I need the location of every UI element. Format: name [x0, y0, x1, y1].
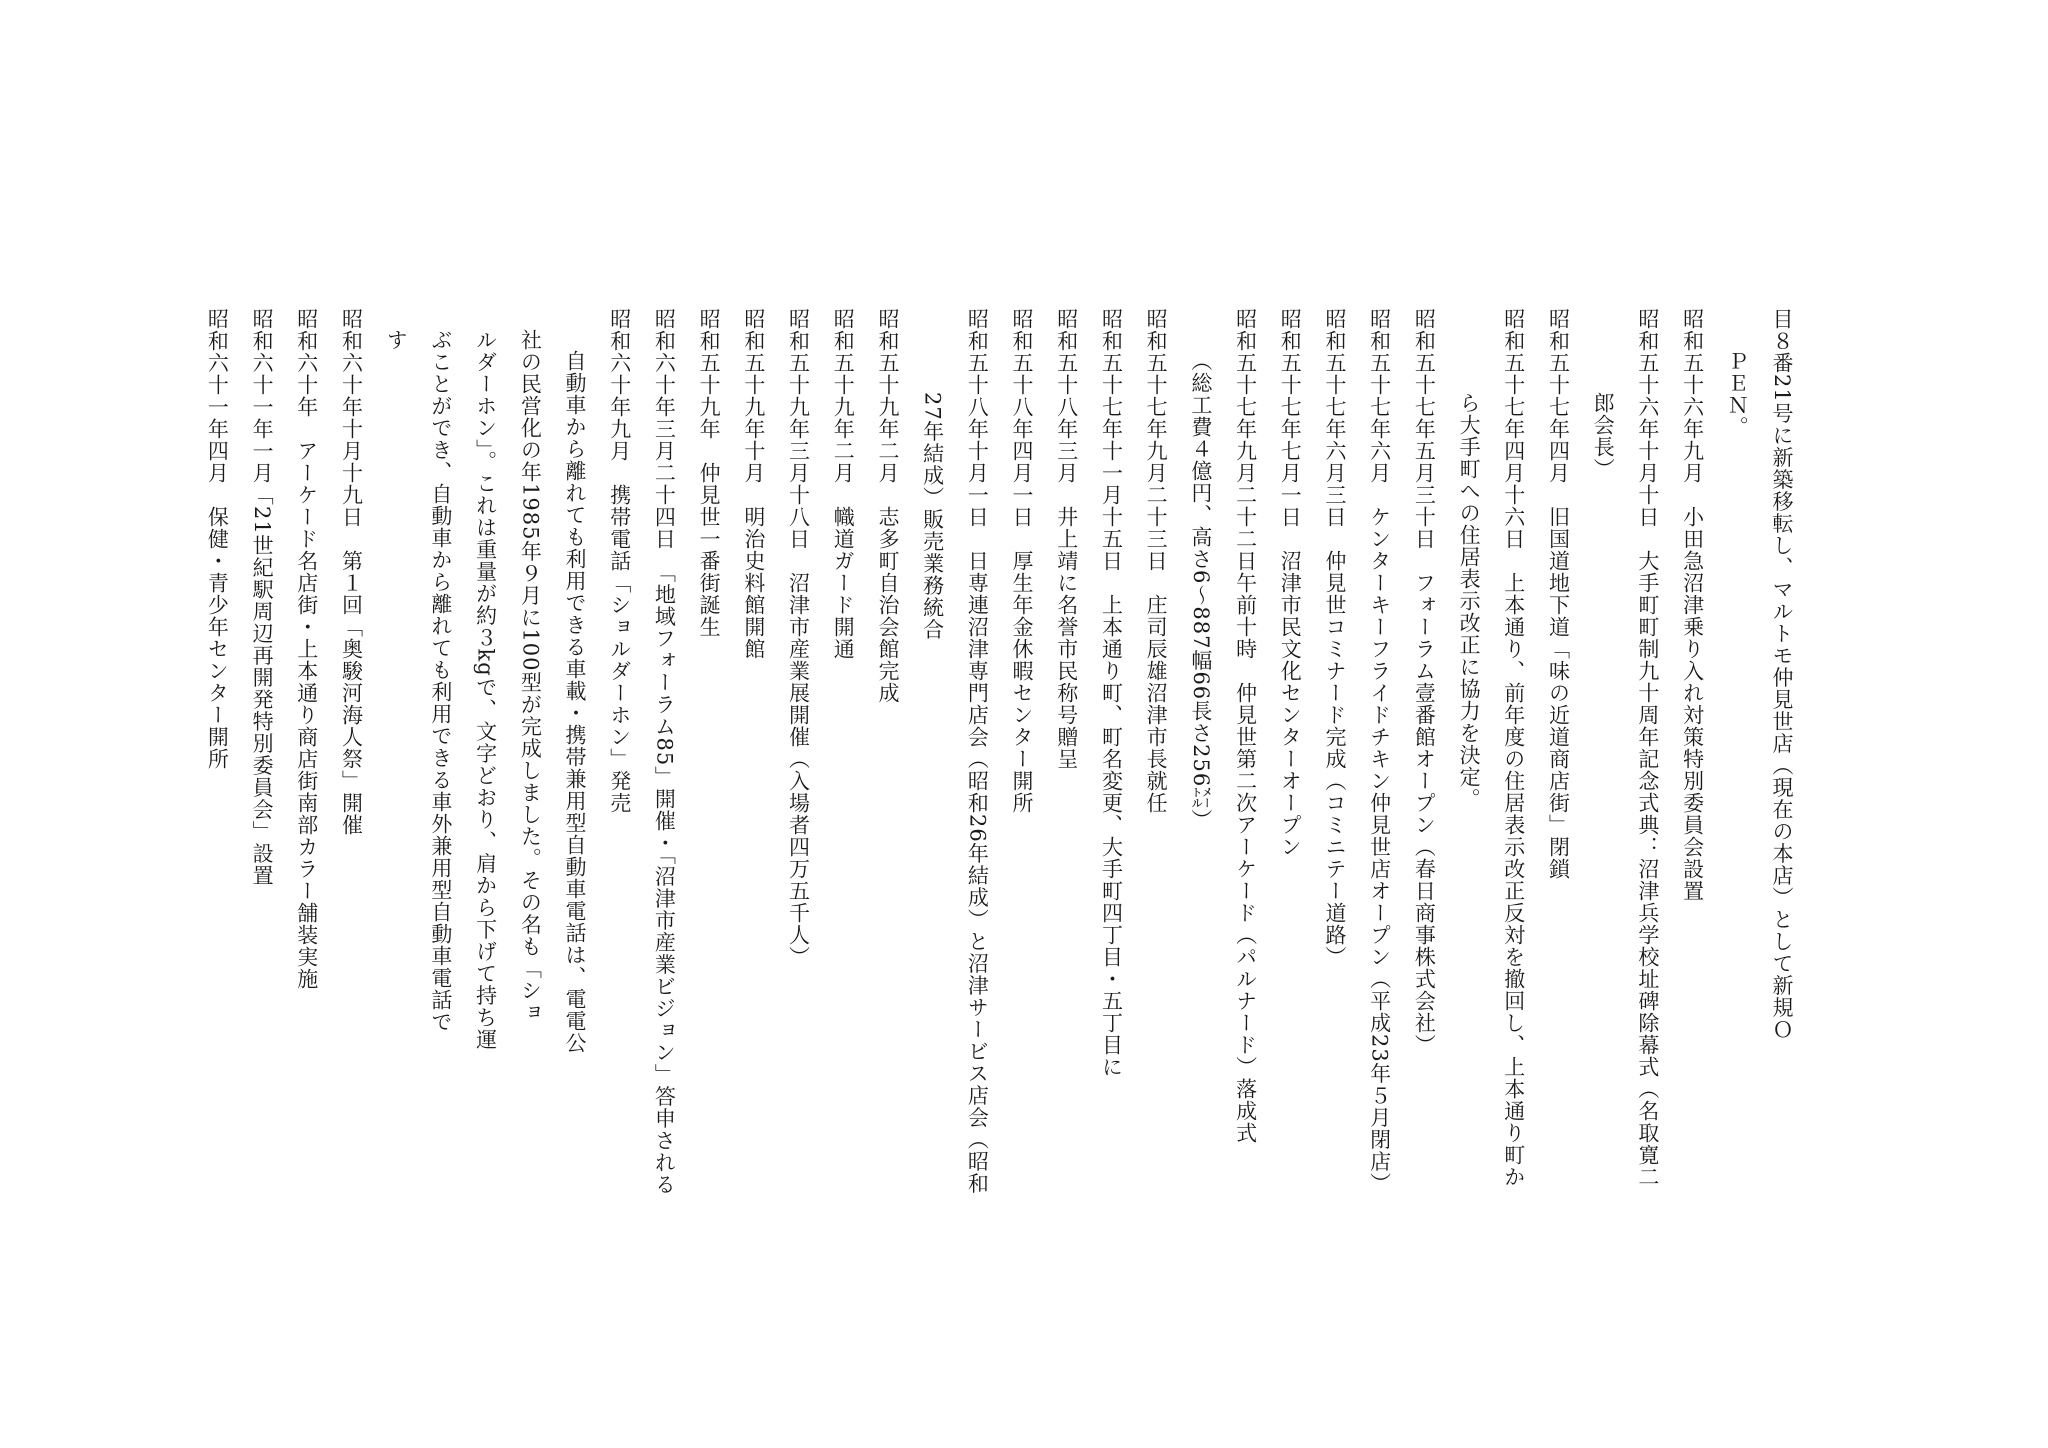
chronology-line: 昭和六十一年四月 保健・青少年センター開所 — [205, 308, 230, 770]
chronology-line: 昭和五十六年九月 小田急沼津乗り入れ対策特別委員会設置 — [1680, 308, 1705, 902]
chronology-line: 昭和六十一年一月「21世紀駅周辺再開発特別委員会」設置 — [250, 308, 275, 887]
chronology-line: 昭和六十年九月 携帯電話「ショルダーホン」発売 — [607, 308, 632, 814]
chronology-line: （総工費４億円、高さ6～887幅66長さ256㍍） — [1188, 350, 1213, 832]
chronology-line: 昭和五十九年二月 幟道ガード開通 — [831, 308, 856, 660]
chronology-line: 目８番21号に新築移転し、マルトモ仲見世店（現在の本店）として新規Ｏ — [1770, 308, 1794, 1041]
chronology-line: 昭和五十七年九月二十三日 庄司辰雄沼津市長就任 — [1144, 308, 1169, 814]
chronology-line: 昭和五十九年三月十八日 沼津市産業展開催（入場者四万五千人） — [786, 308, 811, 968]
chronology-line: ぶことができ、自動車から離れても利用できる車外兼用型自動車電話で — [428, 329, 453, 1033]
chronology-line: 昭和五十八年三月 井上靖に名誉市民称号贈呈 — [1054, 308, 1079, 770]
chronology-line: 昭和五十七年九月二十二日午前十時 仲見世第二次アーケード（パルナード）落成式 — [1233, 308, 1258, 1144]
chronology-line: 自動車から離れても利用できる車載・携帯兼用型自動車電話は、電電公 — [563, 350, 588, 1054]
chronology-line: 昭和六十年 アーケード名店街・上本通り商店街南部カラー舗装実施 — [294, 308, 319, 990]
chronology-line: 昭和五十七年七月一日 沼津市民文化センターオープン — [1278, 308, 1303, 858]
chronology-line: ら大手町への住居表示改正に協力を決定。 — [1457, 392, 1482, 810]
chronology-line: 昭和五十九年十月 明治史料館開館 — [741, 308, 766, 660]
chronology-line: 昭和五十七年四月十六日 上本通り、前年度の住居表示改正反対を撤回し、上本通り町か — [1501, 308, 1526, 1188]
chronology-line: 昭和五十七年五月三十日 フォーラム壹番館オープン（春日商事株式会社） — [1412, 308, 1437, 1056]
chronology-line: 昭和六十年十月十九日 第１回「奥駿河海人祭」開催 — [339, 308, 364, 836]
chronology-line: 郎会長） — [1591, 392, 1616, 480]
chronology-line: 昭和五十七年四月 旧国道地下道「味の近道商店街」閉鎖 — [1546, 308, 1571, 880]
chronology-line: 昭和五十七年十一月十五日 上本通り町、町名変更、大手町四丁目・五丁目に — [1099, 308, 1124, 1078]
chronology-line: 昭和五十六年十月十日 大手町町制九十周年記念式典：沼津兵学校址碑除幕式（名取寛二 — [1635, 308, 1660, 1188]
chronology-line: 27年結成）販売業務統合 — [920, 392, 945, 641]
chronology-line: 昭和五十八年十月一日 日専連沼津専門店会（昭和26年結成）と沼津サービス店会（昭和 — [965, 308, 990, 1195]
chronology-line: 昭和六十年三月二十四日 「地域フォーラム85」開催・「沼津市産業ビジョン」答申される — [652, 308, 677, 1196]
chronology-line: す — [384, 329, 409, 351]
chronology-line: 社の民営化の年1985年９月に100型が完成しました。その名も「ショ — [518, 329, 543, 1024]
chronology-line: 昭和五十七年六月 ケンターキーフライドチキン仲見世店オープン（平成23年５月閉店） — [1367, 308, 1392, 1195]
chronology-line: ルダーホン」。これは重量が約３kgで、文字どおり、肩から下げて持ち運 — [473, 329, 498, 1051]
chronology-line: 昭和五十九年 仲見世一番街誕生 — [697, 308, 722, 638]
chronology-line: 昭和五十七年六月三日 仲見世コミナード完成（コミニテー道路） — [1322, 308, 1347, 968]
chronology-line: 昭和五十九年二月 志多町自治会館完成 — [875, 308, 900, 704]
chronology-line: 昭和五十八年四月一日 厚生年金休暇センター開所 — [1010, 308, 1035, 814]
chronology-line: ＰＥＮ。 — [1725, 350, 1750, 438]
chronology-text — [195, 308, 1804, 1308]
